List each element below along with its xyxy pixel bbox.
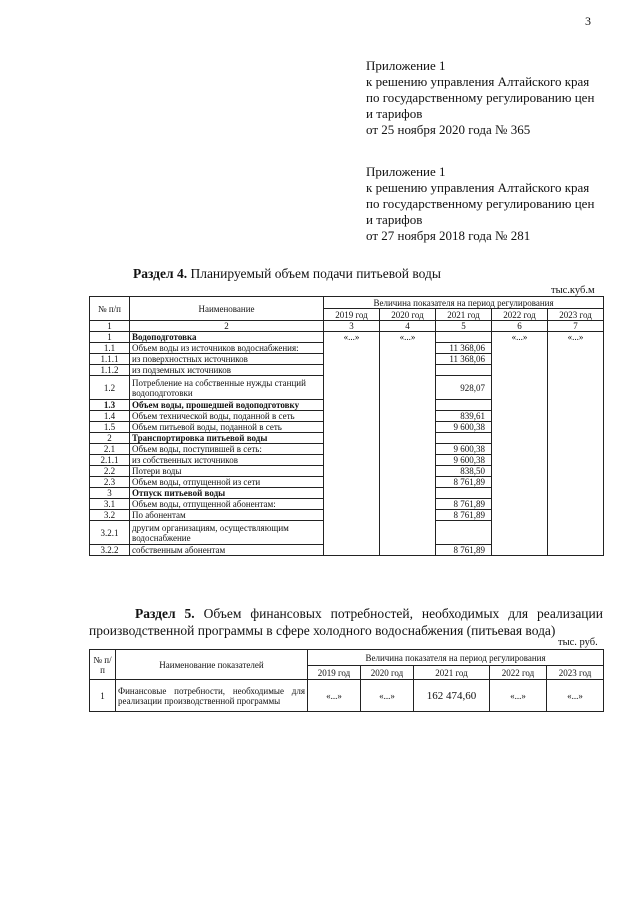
header-year: 2019 год — [308, 666, 361, 680]
value-2019: «...» — [324, 332, 380, 556]
value-2021: 162 474,60 — [414, 680, 490, 712]
value-2021: 9 600,38 — [436, 455, 492, 466]
row-num: 2.3 — [90, 477, 130, 488]
row-name: из собственных источников — [130, 455, 324, 466]
row-num: 1 — [90, 680, 116, 712]
header-num: № п/п — [90, 297, 130, 321]
section4-title-text: Планируемый объем подачи питьевой воды — [187, 266, 441, 281]
value-2021: 8 761,89 — [436, 510, 492, 521]
row-num: 1.2 — [90, 376, 130, 400]
appendix-line: Приложение 1 — [366, 58, 446, 73]
row-name: По абонентам — [130, 510, 324, 521]
colnum: 2 — [130, 321, 324, 332]
appendix-line: по государственному регулированию цен — [366, 196, 595, 211]
colnum: 4 — [380, 321, 436, 332]
section4-unit: тыс.куб.м — [551, 285, 595, 296]
value-2021: 9 600,38 — [436, 444, 492, 455]
section4-title-bold: Раздел 4. — [133, 266, 188, 281]
row-name: Потребление на собственные нужды станций водоподготовки — [130, 376, 324, 400]
header-name: Наименование — [130, 297, 324, 321]
row-name: Транспортировка питьевой воды — [130, 433, 324, 444]
row-num: 2.2 — [90, 466, 130, 477]
value-2023: «...» — [547, 680, 604, 712]
value-2021 — [436, 488, 492, 499]
header-year: 2023 год — [548, 309, 604, 321]
appendix-line: к решению управления Алтайского края — [366, 180, 590, 195]
header-year: 2020 год — [380, 309, 436, 321]
row-name: Финансовые потребности, необходимые для реализации производственной программы — [116, 680, 308, 712]
header-year: 2022 год — [492, 309, 548, 321]
value-2022: «...» — [492, 332, 548, 556]
value-2021: 8 761,89 — [436, 499, 492, 510]
colnum: 5 — [436, 321, 492, 332]
section5-unit: тыс. руб. — [558, 637, 598, 648]
header-num: № п/п — [90, 650, 116, 680]
row-name: Объем воды, отпущенной из сети — [130, 477, 324, 488]
value-2021: 11 368,06 — [436, 343, 492, 354]
header-name: Наименование показателей — [116, 650, 308, 680]
value-2021 — [436, 433, 492, 444]
appendix-line: Приложение 1 — [366, 164, 446, 179]
header-period: Величина показателя на период регулирования — [308, 650, 604, 666]
row-num: 1.3 — [90, 400, 130, 411]
row-num: 1.1.1 — [90, 354, 130, 365]
row-name: Объем воды, поступившей в сеть: — [130, 444, 324, 455]
appendix-header-current — [366, 58, 594, 138]
value-2021: 11 368,06 — [436, 354, 492, 365]
section4-table — [89, 296, 604, 556]
value-2019: «...» — [308, 680, 361, 712]
row-num: 2 — [90, 433, 130, 444]
value-2022: «...» — [490, 680, 547, 712]
row-name: из поверхностных источников — [130, 354, 324, 365]
value-2020: «...» — [380, 332, 436, 556]
section5-title-bold: Раздел 5. — [135, 606, 195, 621]
row-name: Объем технической воды, поданной в сеть — [130, 411, 324, 422]
appendix-line: к решению управления Алтайского края — [366, 74, 590, 89]
row-num: 3.2.1 — [90, 521, 130, 545]
row-name: Объем воды, отпущенной абонентам: — [130, 499, 324, 510]
value-2021 — [436, 332, 492, 343]
row-num: 1.1 — [90, 343, 130, 354]
header-year: 2023 год — [547, 666, 604, 680]
header-year: 2021 год — [414, 666, 490, 680]
row-num: 1.5 — [90, 422, 130, 433]
section5-table — [89, 649, 604, 712]
value-2021: 839,61 — [436, 411, 492, 422]
row-num: 1.4 — [90, 411, 130, 422]
row-num: 3.2 — [90, 510, 130, 521]
section4-title — [133, 266, 441, 282]
value-2021: 928,07 — [436, 376, 492, 400]
row-num: 1.1.2 — [90, 365, 130, 376]
appendix-line: от 27 ноября 2018 года № 281 — [366, 228, 531, 243]
page-number: 3 — [585, 14, 591, 28]
section5-title — [89, 605, 603, 639]
colnum: 6 — [492, 321, 548, 332]
table-row — [90, 332, 604, 343]
appendix-line: и тарифов — [366, 106, 423, 121]
value-2021: 8 761,89 — [436, 477, 492, 488]
value-2020: «...» — [361, 680, 414, 712]
row-name: собственным абонентам — [130, 545, 324, 556]
row-name: Отпуск питьевой воды — [130, 488, 324, 499]
header-year: 2019 год — [324, 309, 380, 321]
value-2023: «...» — [548, 332, 604, 556]
appendix-header-previous — [366, 164, 594, 244]
value-2021 — [436, 400, 492, 411]
colnum: 3 — [324, 321, 380, 332]
row-name: Объем воды, прошедшей водоподготовку — [130, 400, 324, 411]
row-name: Объем питьевой воды, поданной в сеть — [130, 422, 324, 433]
row-num: 3 — [90, 488, 130, 499]
section5-title-text: Объем финансовых потребностей, необходимых для реализации производственной программы в сфере холодного водоснабжения (питьевая вода) — [89, 606, 603, 638]
row-name: из подземных источников — [130, 365, 324, 376]
row-num: 1 — [90, 332, 130, 343]
row-name: другим организациям, осуществляющим водоснабжение — [130, 521, 324, 545]
row-name: Водоподготовка — [130, 332, 324, 343]
colnum: 7 — [548, 321, 604, 332]
row-num: 3.1 — [90, 499, 130, 510]
value-2021 — [436, 365, 492, 376]
row-num: 2.1.1 — [90, 455, 130, 466]
appendix-line: и тарифов — [366, 212, 423, 227]
table-row — [90, 680, 604, 712]
row-num: 2.1 — [90, 444, 130, 455]
row-num: 3.2.2 — [90, 545, 130, 556]
header-year: 2022 год — [490, 666, 547, 680]
value-2021: 8 761,89 — [436, 545, 492, 556]
header-year: 2021 год — [436, 309, 492, 321]
appendix-line: по государственному регулированию цен — [366, 90, 595, 105]
colnum: 1 — [90, 321, 130, 332]
header-year: 2020 год — [361, 666, 414, 680]
appendix-line: от 25 ноября 2020 года № 365 — [366, 122, 531, 137]
row-name: Потери воды — [130, 466, 324, 477]
value-2021: 838,50 — [436, 466, 492, 477]
value-2021: 9 600,38 — [436, 422, 492, 433]
value-2021 — [436, 521, 492, 545]
row-name: Объем воды из источников водоснабжения: — [130, 343, 324, 354]
header-period: Величина показателя на период регулирования — [324, 297, 604, 309]
